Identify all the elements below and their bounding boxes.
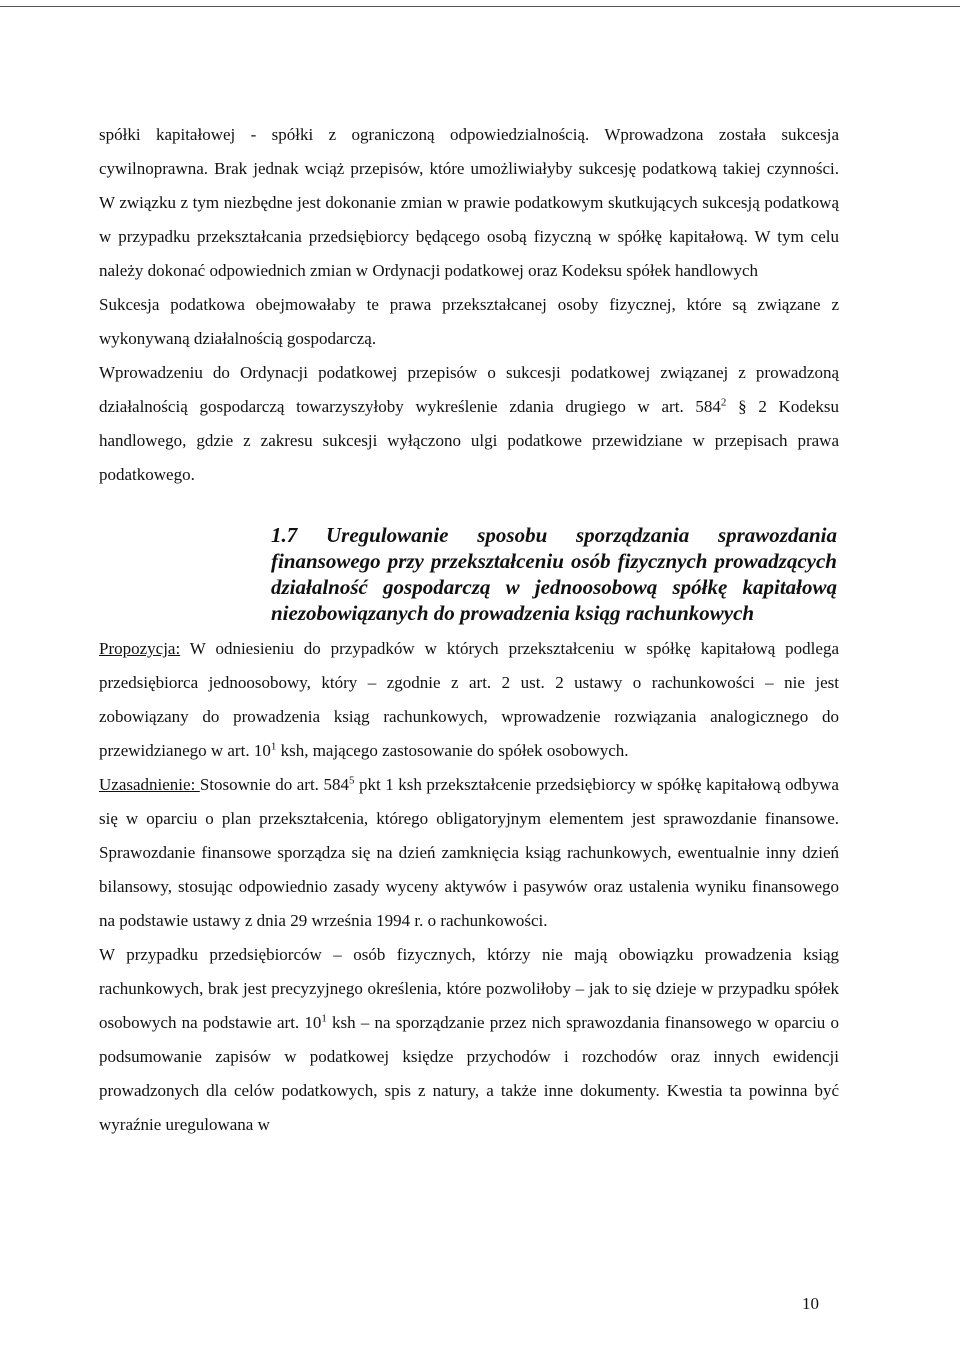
paragraph-text: § 2 Kodeksu handlowego, gdzie z zakresu sukcesji wyłączono ulgi podatkowe przewidziane w przepisach prawa podatkowego.	[99, 397, 839, 484]
paragraph-text: W odniesieniu do przypadków w których przekształceniu w spółkę kapitałową podlega przedsiębiorca jednoosobowy, który – zgodnie z art. 2 ust. 2 ustawy o rachunkowości – nie jest zobowiązany do prowadzenia ksiąg rachunkowych, wprowadzenie rozwiązania analogicznego do przewidzianego w art. 10	[99, 639, 839, 760]
superscript: 5	[348, 774, 355, 787]
paragraph-text: W przypadku przedsiębiorców – osób fizycznych, którzy nie mają obowiązku prowadzenia ksiąg rachunkowych, brak jest precyzyjnego określenia, które pozwoliłoby – jak to się dzieje w przypadku spółek osobowych na podstawie art. 10	[99, 945, 839, 1032]
uzasadnienie-label: Uzasadnienie:	[99, 775, 200, 794]
paragraph-text: Wprowadzeniu do Ordynacji podatkowej przepisów o sukcesji podatkowej związanej z prowadzoną działalnością gospodarczą towarzyszyłoby wykreślenie zdania drugiego w art. 584	[99, 363, 839, 416]
top-border-line	[0, 6, 960, 7]
paragraph-uzasadnienie	[99, 768, 839, 938]
paragraph-text: Stosownie do art. 584	[199, 775, 349, 794]
superscript: 2	[720, 396, 727, 409]
superscript: 1	[321, 1012, 327, 1025]
propozycja-label: Propozycja:	[99, 639, 181, 658]
paragraph-sukcesja-intro: spółki kapitałowej - spółki z ograniczoną odpowiedzialnością. Wprowadzona została sukcesja cywilnoprawna. Brak jednak wciąż przepisów, które umożliwiałyby sukcesję podatkową takiej czynności. W związku z tym niezbędne jest dokonanie zmian w prawie podatkowym skutkujących sukcesją podatkową w przypadku przekształcania przedsiębiorcy będącego osobą fizyczną w spółkę kapitałową. W tym celu należy dokonać odpowiednich zmian w Ordynacji podatkowej oraz Kodeksu spółek handlowych	[99, 125, 839, 280]
paragraph-text: ksh – na sporządzanie przez nich sprawozdania finansowego w oparciu o podsumowanie zapisów w podatkowej księdze przychodów i rozchodów oraz innych ewidencji prowadzonych dla celów podatkowych, spis z natury, a także inne dokumenty. Kwestia ta powinna być wyraźnie uregulowana w	[99, 1013, 839, 1134]
section-heading	[271, 522, 837, 626]
section-number: 1.7	[271, 523, 298, 547]
paragraph-przedsiebiorcy	[99, 938, 839, 1142]
document-body	[99, 118, 839, 1142]
section-title: Uregulowanie sposobu sporządzania sprawozdania finansowego przy przekształceniu osób fizycznych prowadzących działalność gospodarczą w jednoosobową spółkę kapitałową niezobowiązanych do prowadzenia ksiąg rachunkowych	[271, 523, 837, 625]
paragraph-text: ksh, mającego zastosowanie do spółek osobowych.	[276, 741, 629, 760]
paragraph-sukcesja-podatkowa: Sukcesja podatkowa obejmowałaby te prawa przekształcanej osoby fizycznej, które są związane z wykonywaną działalnością gospodarczą.	[99, 295, 839, 348]
page-number: 10	[802, 1294, 819, 1313]
superscript: 1	[270, 740, 277, 753]
paragraph-ordynacja	[99, 356, 839, 492]
paragraph-propozycja	[99, 632, 839, 768]
paragraph-text: pkt 1 ksh przekształcenie przedsiębiorcy w spółkę kapitałową odbywa się w oparciu o plan przekształcenia, którego obligatoryjnym elementem jest sprawozdanie finansowe. Sprawozdanie finansowe sporządza się na dzień zamknięcia ksiąg rachunkowych, ewentualnie inny dzień bilansowy, stosując odpowiednio zasady wyceny aktywów i pasywów oraz ustalenia wyniku finansowego na podstawie ustawy z dnia 29 września 1994 r. o rachunkowości.	[99, 775, 839, 930]
